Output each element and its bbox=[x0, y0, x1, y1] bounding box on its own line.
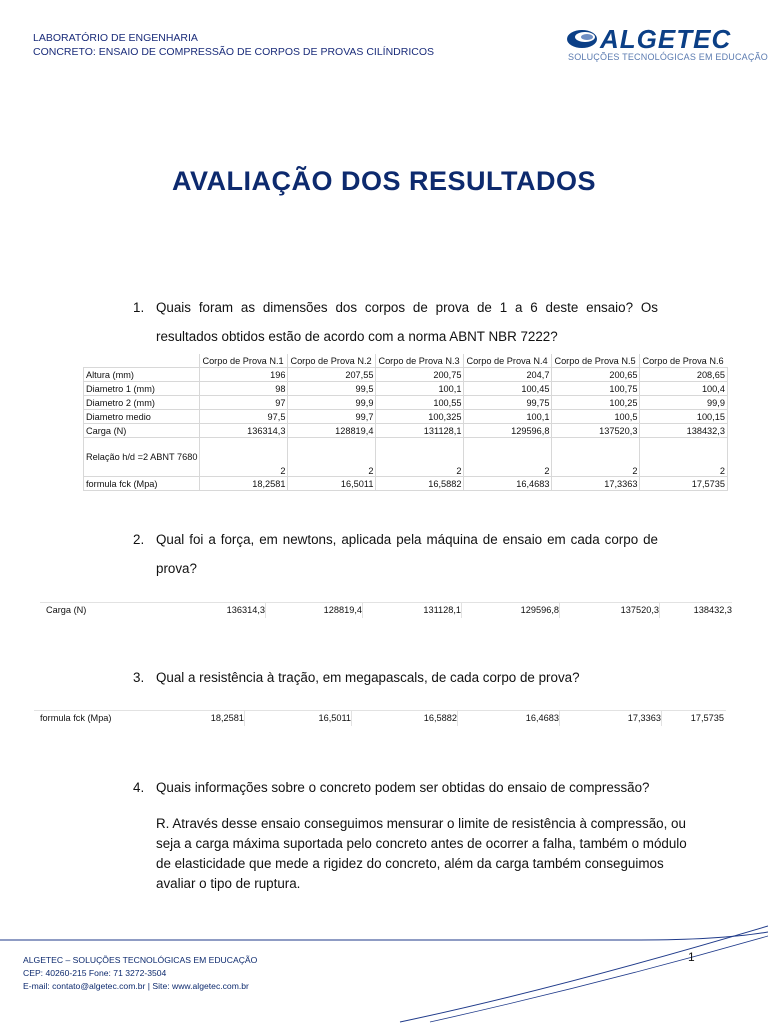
table-cell: 99,75 bbox=[464, 396, 552, 410]
table-cell: 138432,3 bbox=[693, 605, 732, 615]
table-cell: 16,5882 bbox=[354, 711, 458, 726]
table-header-cell: Corpo de Prova N.6 bbox=[640, 354, 728, 368]
table-cell: 97,5 bbox=[200, 410, 288, 424]
document-header bbox=[33, 31, 434, 59]
table-row bbox=[84, 396, 728, 410]
table-cell: 16,5011 bbox=[247, 711, 352, 726]
table-cell: 208,65 bbox=[640, 368, 728, 382]
question-1 bbox=[133, 293, 658, 353]
question-text: Qual a resistência à tração, em megapascals, de cada corpo de prova? bbox=[156, 670, 580, 685]
table-header-cell: Corpo de Prova N.4 bbox=[464, 354, 552, 368]
table-cell: 2 bbox=[288, 438, 376, 477]
table-row bbox=[84, 424, 728, 438]
row-label: Diametro medio bbox=[84, 410, 200, 424]
table-cell: 100,55 bbox=[376, 396, 464, 410]
table-cell: 17,3363 bbox=[552, 477, 640, 491]
table-header-cell bbox=[84, 354, 200, 368]
question-number: 4. bbox=[133, 780, 145, 795]
table-header-row bbox=[84, 354, 728, 368]
table-cell: 2 bbox=[640, 438, 728, 477]
table-cell: 204,7 bbox=[464, 368, 552, 382]
table-cell: 129596,8 bbox=[464, 603, 560, 618]
table-cell: 131128,1 bbox=[365, 603, 462, 618]
table-row bbox=[84, 382, 728, 396]
table-row bbox=[84, 477, 728, 491]
table-cell: 97 bbox=[200, 396, 288, 410]
header-lab: LABORATÓRIO DE ENGENHARIA bbox=[33, 32, 198, 44]
table-cell: 196 bbox=[200, 368, 288, 382]
table-cell: 16,5882 bbox=[376, 477, 464, 491]
question-4 bbox=[133, 773, 658, 803]
table-cell: 18,2581 bbox=[152, 711, 245, 726]
row-label: Carga (N) bbox=[46, 605, 87, 615]
table-cell: 2 bbox=[376, 438, 464, 477]
carga-row bbox=[40, 602, 732, 619]
footer-company: ALGETEC – SOLUÇÕES TECNOLÓGICAS EM EDUCAÇÃO bbox=[23, 955, 258, 965]
algetec-logo bbox=[566, 24, 768, 64]
question-2 bbox=[133, 525, 658, 585]
results-table bbox=[83, 354, 728, 491]
table-cell: 100,5 bbox=[552, 410, 640, 424]
answer-text: R. Através desse ensaio conseguimos mensurar o limite de resistência à compressão, ou seja a carga máxima suportada pelo concreto antes de ocorrer a falha, também o módulo de elasticidade que mede a rigidez do concreto, além da carga também conseguimos avaliar o tipo de ruptura. bbox=[156, 816, 687, 891]
logo-wordmark: ALGETEC bbox=[600, 24, 732, 54]
table-cell: 129596,8 bbox=[464, 424, 552, 438]
table-cell: 99,9 bbox=[640, 396, 728, 410]
table-cell: 17,3363 bbox=[562, 711, 662, 726]
table-cell: 2 bbox=[464, 438, 552, 477]
row-label: formula fck (Mpa) bbox=[40, 713, 112, 723]
question-number: 1. bbox=[133, 300, 145, 315]
table-cell: 16,4683 bbox=[464, 477, 552, 491]
table-row bbox=[84, 410, 728, 424]
table-cell: 131128,1 bbox=[376, 424, 464, 438]
table-cell: 138432,3 bbox=[640, 424, 728, 438]
table-cell: 137520,3 bbox=[552, 424, 640, 438]
table-header-cell: Corpo de Prova N.1 bbox=[200, 354, 288, 368]
table-cell: 200,65 bbox=[552, 368, 640, 382]
table-cell: 17,5735 bbox=[640, 477, 728, 491]
table-header-cell: Corpo de Prova N.3 bbox=[376, 354, 464, 368]
table-cell: 2 bbox=[552, 438, 640, 477]
row-label: formula fck (Mpa) bbox=[84, 477, 200, 491]
footer-contact bbox=[23, 954, 257, 993]
table-cell: 207,55 bbox=[288, 368, 376, 382]
row-label: Diametro 2 (mm) bbox=[84, 396, 200, 410]
table-cell: 99,5 bbox=[288, 382, 376, 396]
table-row bbox=[84, 368, 728, 382]
table-cell: 128819,4 bbox=[288, 424, 376, 438]
table-cell: 137520,3 bbox=[562, 603, 660, 618]
table-cell: 100,325 bbox=[376, 410, 464, 424]
table-cell: 100,1 bbox=[464, 410, 552, 424]
table-cell: 200,75 bbox=[376, 368, 464, 382]
table-cell: 100,1 bbox=[376, 382, 464, 396]
page-title: AVALIAÇÃO DOS RESULTADOS bbox=[171, 166, 596, 196]
table-cell: 100,45 bbox=[464, 382, 552, 396]
table-cell: 128819,4 bbox=[268, 603, 363, 618]
table-cell: 98 bbox=[200, 382, 288, 396]
fck-row bbox=[34, 710, 726, 727]
table-cell: 17,5735 bbox=[690, 713, 724, 723]
table-cell: 99,9 bbox=[288, 396, 376, 410]
row-label: Relação h/d =2 ABNT 7680 bbox=[84, 438, 200, 477]
table-cell: 136314,3 bbox=[200, 424, 288, 438]
row-label: Carga (N) bbox=[84, 424, 200, 438]
table-cell: 99,7 bbox=[288, 410, 376, 424]
table-cell: 100,4 bbox=[640, 382, 728, 396]
table-cell: 100,75 bbox=[552, 382, 640, 396]
question-number: 3. bbox=[133, 670, 145, 685]
table-cell: 18,2581 bbox=[200, 477, 288, 491]
footer-email-site: E-mail: contato@algetec.com.br | Site: www.algetec.com.br bbox=[23, 981, 249, 991]
table-cell: 16,4683 bbox=[460, 711, 560, 726]
footer-address: CEP: 40260-215 Fone: 71 3272-3504 bbox=[23, 968, 167, 978]
table-header-cell: Corpo de Prova N.5 bbox=[552, 354, 640, 368]
question-text: Qual foi a força, em newtons, aplicada pela máquina de ensaio em cada corpo de prova? bbox=[156, 532, 658, 576]
question-text: Quais informações sobre o concreto podem ser obtidas do ensaio de compressão? bbox=[156, 780, 650, 795]
question-text: Quais foram as dimensões dos corpos de prova de 1 a 6 deste ensaio? Os resultados obtidos estão de acordo com a norma ABNT NBR 7222? bbox=[156, 300, 658, 344]
header-subject: CONCRETO: ENSAIO DE COMPRESSÃO DE CORPOS DE PROVAS CILÍNDRICOS bbox=[33, 46, 435, 58]
table-header-cell: Corpo de Prova N.2 bbox=[288, 354, 376, 368]
row-label: Diametro 1 (mm) bbox=[84, 382, 200, 396]
table-cell: 2 bbox=[200, 438, 288, 477]
table-cell: 16,5011 bbox=[288, 477, 376, 491]
question-3 bbox=[133, 663, 658, 693]
page-number: 1 bbox=[688, 950, 695, 964]
table-row bbox=[84, 438, 728, 477]
row-label: Altura (mm) bbox=[84, 368, 200, 382]
table-cell: 100,15 bbox=[640, 410, 728, 424]
question-number: 2. bbox=[133, 532, 145, 547]
table-cell: 100,25 bbox=[552, 396, 640, 410]
table-cell: 136314,3 bbox=[170, 603, 266, 618]
logo-tagline: SOLUÇÕES TECNOLÓGICAS EM EDUCAÇÃO bbox=[568, 52, 768, 62]
logo-swoosh-icon bbox=[566, 28, 600, 50]
